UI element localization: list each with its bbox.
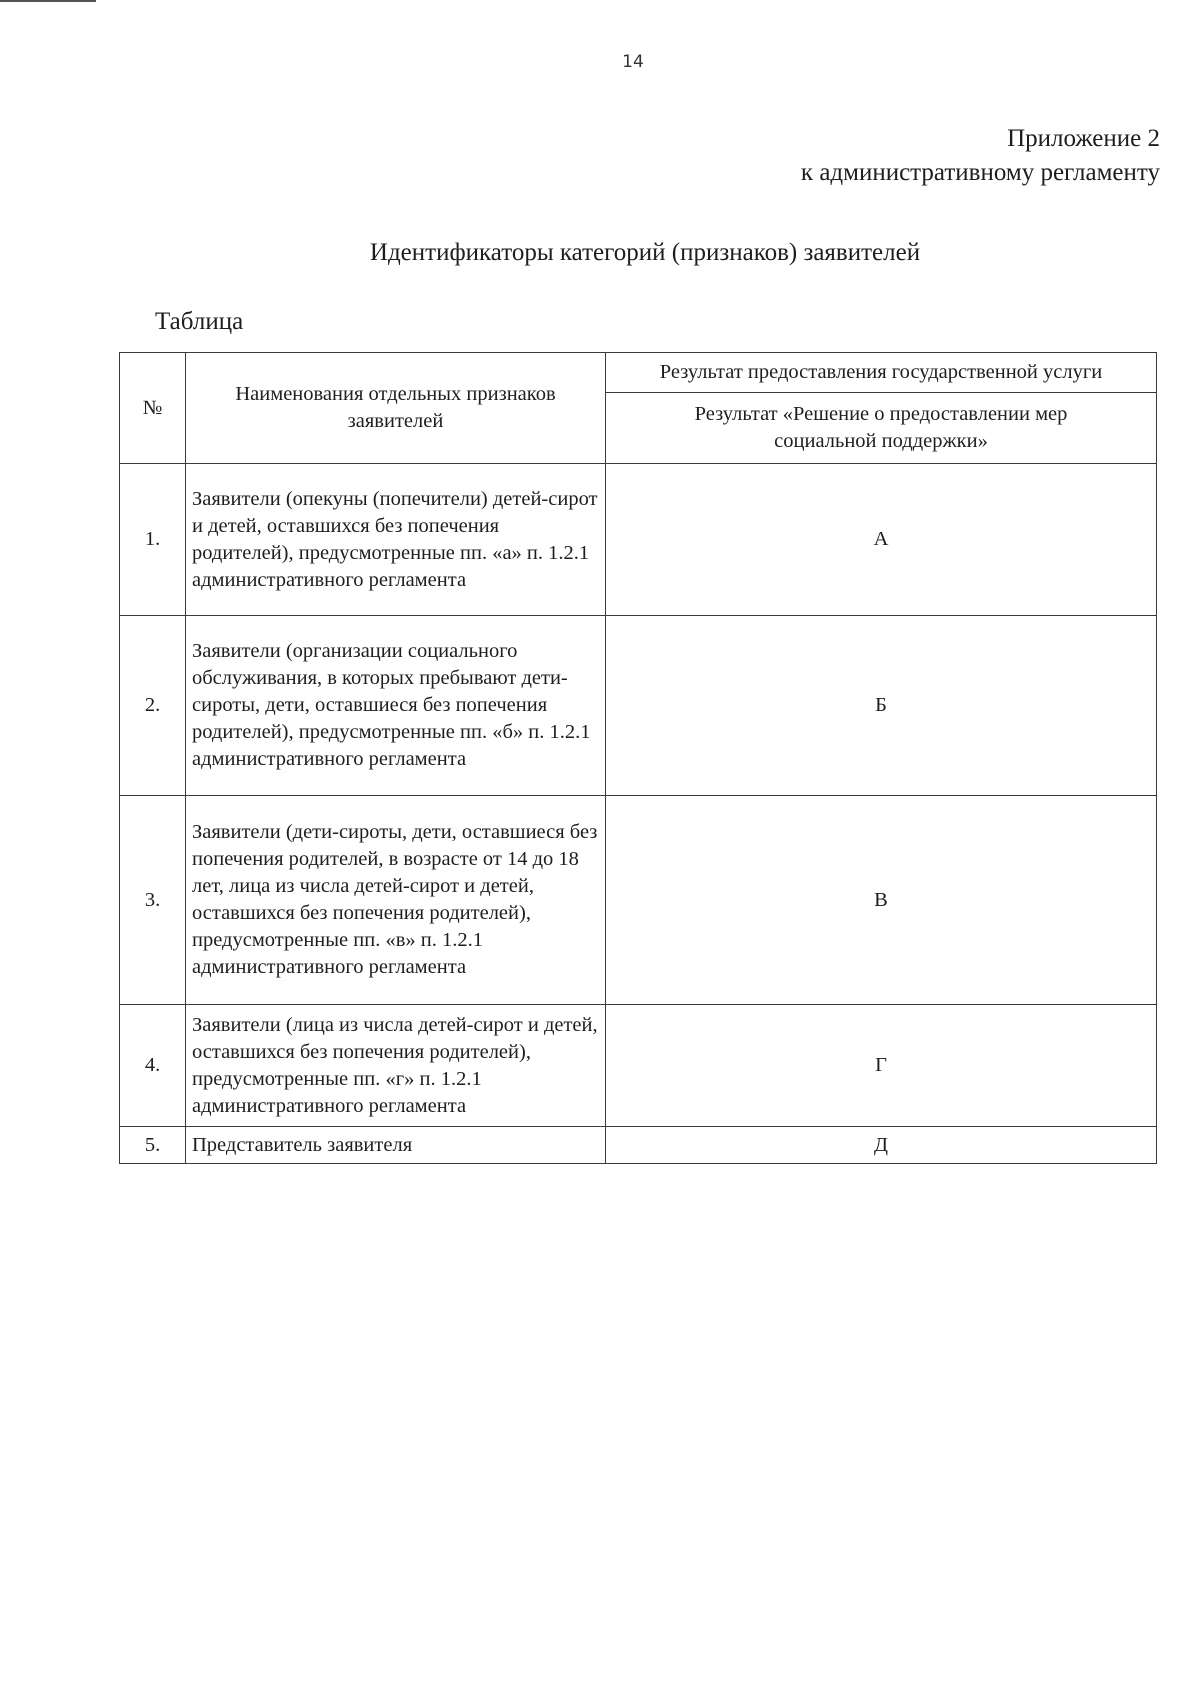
header-name: Наименования отдельных признаков заявителей <box>186 353 606 464</box>
table-row <box>120 616 1157 796</box>
row-num: 5. <box>120 1127 186 1164</box>
table-row <box>120 464 1157 616</box>
table-label: Таблица <box>155 308 244 335</box>
row-result: В <box>606 796 1157 1005</box>
row-name: Заявители (опекуны (попечители) детей-сирот и детей, оставшихся без попечения родителей), предусмотренные пп. «а» п. 1.2.1 административного регламента <box>186 464 606 616</box>
row-num: 3. <box>120 796 186 1005</box>
row-result: А <box>606 464 1157 616</box>
scan-edge-mark <box>0 0 96 2</box>
header-result-group: Результат предоставления государственной услуги <box>606 353 1157 393</box>
appendix-line-2: к административному регламенту <box>800 159 1160 186</box>
header-result-sub: Результат «Решение о предоставлении мер социальной поддержки» <box>606 393 1157 464</box>
table-row <box>120 796 1157 1005</box>
appendix-header <box>801 122 1160 190</box>
table-row <box>120 1127 1157 1164</box>
document-title: Идентификаторы категорий (признаков) заявителей <box>369 239 921 266</box>
page-number: 14 <box>622 52 644 72</box>
row-num: 1. <box>120 464 186 616</box>
row-name: Заявители (организации социального обслуживания, в которых пребывают дети-сироты, дети, оставшиеся без попечения родителей), предусмотренные пп. «б» п. 1.2.1 административного регламента <box>186 616 606 796</box>
row-result: Г <box>606 1005 1157 1127</box>
applicant-categories-table <box>119 352 1157 1164</box>
row-name: Заявители (лица из числа детей-сирот и детей, оставшихся без попечения родителей), предусмотренные пп. «г» п. 1.2.1 административного регламента <box>186 1005 606 1127</box>
row-name: Представитель заявителя <box>186 1127 606 1164</box>
row-name: Заявители (дети-сироты, дети, оставшиеся без попечения родителей, в возрасте от 14 до 18 лет, лица из числа детей-сирот и детей, оставшихся без попечения родителей), предусмотренные пп. «в» п. 1.2.1 административного регламента <box>186 796 606 1005</box>
row-num: 4. <box>120 1005 186 1127</box>
appendix-line-1: Приложение 2 <box>1007 125 1160 152</box>
row-result: Д <box>606 1127 1157 1164</box>
table-header-row <box>120 353 1157 393</box>
row-num: 2. <box>120 616 186 796</box>
header-num: № <box>120 353 186 464</box>
row-result: Б <box>606 616 1157 796</box>
table-row <box>120 1005 1157 1127</box>
